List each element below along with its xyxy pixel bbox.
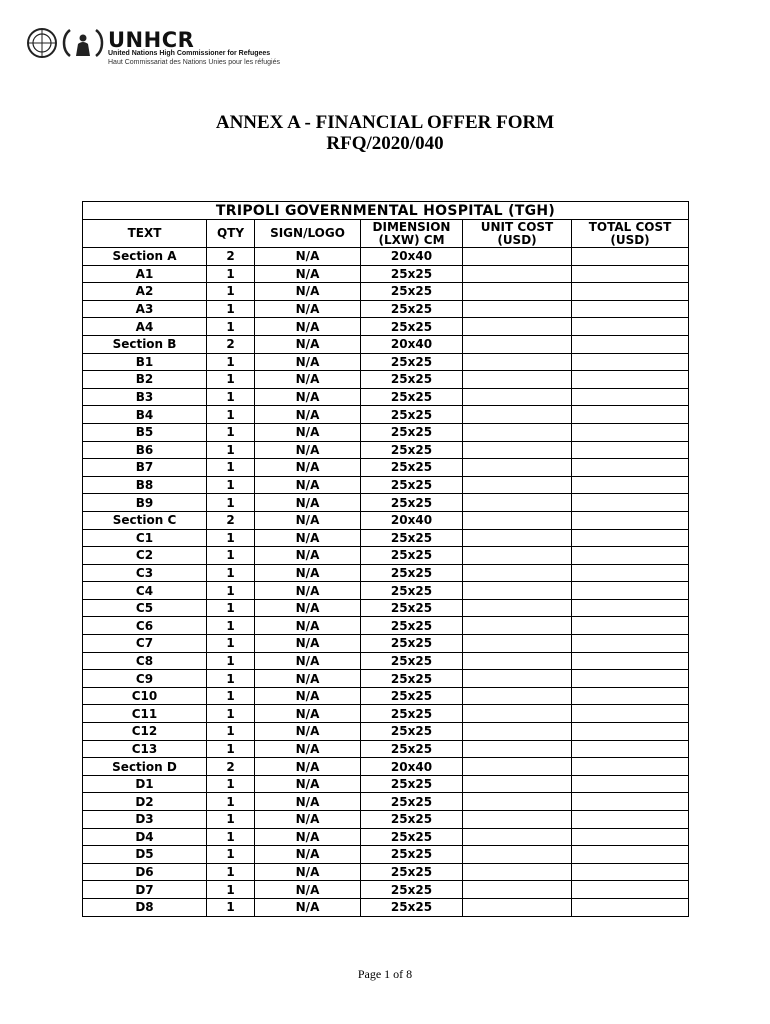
cell-text: B1 — [83, 353, 207, 371]
cell-total-cost — [572, 881, 689, 899]
table-row — [83, 371, 689, 389]
cell-total-cost — [572, 863, 689, 881]
cell-text: D4 — [83, 828, 207, 846]
cell-dimension: 25x25 — [361, 265, 463, 283]
table-row — [83, 511, 689, 529]
cell-sign-logo: N/A — [255, 811, 361, 829]
cell-sign-logo: N/A — [255, 599, 361, 617]
cell-unit-cost — [463, 353, 572, 371]
cell-unit-cost — [463, 863, 572, 881]
cell-unit-cost — [463, 529, 572, 547]
cell-qty: 1 — [207, 599, 255, 617]
cell-total-cost — [572, 775, 689, 793]
cell-text: B3 — [83, 388, 207, 406]
document-title: ANNEX A - FINANCIAL OFFER FORM — [215, 112, 555, 133]
table-row — [83, 476, 689, 494]
cell-sign-logo: N/A — [255, 863, 361, 881]
cell-total-cost — [572, 793, 689, 811]
table-row — [83, 758, 689, 776]
cell-dimension: 20x40 — [361, 248, 463, 266]
cell-text: C5 — [83, 599, 207, 617]
cell-text: A3 — [83, 300, 207, 318]
cell-total-cost — [572, 318, 689, 336]
cell-dimension: 25x25 — [361, 687, 463, 705]
cell-sign-logo: N/A — [255, 723, 361, 741]
cell-dimension: 25x25 — [361, 476, 463, 494]
cell-unit-cost — [463, 564, 572, 582]
cell-text: B4 — [83, 406, 207, 424]
table-row — [83, 353, 689, 371]
cell-total-cost — [572, 459, 689, 477]
cell-sign-logo: N/A — [255, 687, 361, 705]
cell-unit-cost — [463, 265, 572, 283]
cell-text: C6 — [83, 617, 207, 635]
table-row — [83, 740, 689, 758]
cell-sign-logo: N/A — [255, 529, 361, 547]
table-row — [83, 687, 689, 705]
cell-dimension: 25x25 — [361, 881, 463, 899]
cell-text: A1 — [83, 265, 207, 283]
cell-dimension: 25x25 — [361, 582, 463, 600]
table-row — [83, 635, 689, 653]
cell-total-cost — [572, 687, 689, 705]
cell-text: D1 — [83, 775, 207, 793]
org-name-english: United Nations High Commissioner for Refugees — [108, 50, 271, 57]
cell-total-cost — [572, 335, 689, 353]
cell-qty: 1 — [207, 423, 255, 441]
table-caption: TRIPOLI GOVERNMENTAL HOSPITAL (TGH) — [83, 202, 689, 220]
column-header-dimension: DIMENSION (LXW) CM — [361, 220, 463, 248]
cell-qty: 1 — [207, 476, 255, 494]
cell-dimension: 25x25 — [361, 406, 463, 424]
cell-sign-logo: N/A — [255, 775, 361, 793]
cell-sign-logo: N/A — [255, 564, 361, 582]
table-row — [83, 898, 689, 916]
table-row — [83, 793, 689, 811]
cell-sign-logo: N/A — [255, 898, 361, 916]
cell-qty: 2 — [207, 758, 255, 776]
cell-sign-logo: N/A — [255, 476, 361, 494]
cell-sign-logo: N/A — [255, 582, 361, 600]
cell-qty: 1 — [207, 635, 255, 653]
cell-qty: 1 — [207, 846, 255, 864]
cell-dimension: 25x25 — [361, 652, 463, 670]
table-row — [83, 318, 689, 336]
cell-dimension: 25x25 — [361, 353, 463, 371]
table-row — [83, 406, 689, 424]
cell-qty: 1 — [207, 723, 255, 741]
cell-dimension: 25x25 — [361, 529, 463, 547]
table-row — [83, 248, 689, 266]
cell-dimension: 25x25 — [361, 740, 463, 758]
cell-text: B5 — [83, 423, 207, 441]
cell-text: D6 — [83, 863, 207, 881]
table-row — [83, 423, 689, 441]
cell-sign-logo: N/A — [255, 705, 361, 723]
cell-dimension: 25x25 — [361, 723, 463, 741]
table-row — [83, 670, 689, 688]
cell-sign-logo: N/A — [255, 494, 361, 512]
cell-dimension: 25x25 — [361, 441, 463, 459]
cell-sign-logo: N/A — [255, 248, 361, 266]
cell-unit-cost — [463, 582, 572, 600]
cell-total-cost — [572, 582, 689, 600]
cell-dimension: 25x25 — [361, 599, 463, 617]
cell-sign-logo: N/A — [255, 652, 361, 670]
cell-dimension: 25x25 — [361, 670, 463, 688]
cell-dimension: 25x25 — [361, 846, 463, 864]
cell-text: D3 — [83, 811, 207, 829]
cell-qty: 1 — [207, 300, 255, 318]
cell-sign-logo: N/A — [255, 300, 361, 318]
cell-text: D7 — [83, 881, 207, 899]
cell-total-cost — [572, 599, 689, 617]
cell-qty: 1 — [207, 617, 255, 635]
cell-text: Section B — [83, 335, 207, 353]
cell-dimension: 25x25 — [361, 564, 463, 582]
cell-text: C12 — [83, 723, 207, 741]
cell-total-cost — [572, 547, 689, 565]
cell-sign-logo: N/A — [255, 740, 361, 758]
cell-text: C8 — [83, 652, 207, 670]
table-row — [83, 300, 689, 318]
cell-unit-cost — [463, 283, 572, 301]
cell-sign-logo: N/A — [255, 635, 361, 653]
cell-dimension: 25x25 — [361, 705, 463, 723]
table-row — [83, 617, 689, 635]
column-header-qty: QTY — [207, 220, 255, 248]
table-header-row — [83, 220, 689, 248]
cell-text: D2 — [83, 793, 207, 811]
cell-text: D5 — [83, 846, 207, 864]
cell-total-cost — [572, 248, 689, 266]
cell-qty: 1 — [207, 582, 255, 600]
cell-total-cost — [572, 652, 689, 670]
cell-qty: 2 — [207, 248, 255, 266]
cell-sign-logo: N/A — [255, 511, 361, 529]
cell-unit-cost — [463, 740, 572, 758]
cell-unit-cost — [463, 511, 572, 529]
cell-text: C13 — [83, 740, 207, 758]
cell-total-cost — [572, 670, 689, 688]
cell-qty: 2 — [207, 335, 255, 353]
cell-total-cost — [572, 635, 689, 653]
cell-total-cost — [572, 529, 689, 547]
cell-qty: 1 — [207, 371, 255, 389]
cell-text: B8 — [83, 476, 207, 494]
cell-dimension: 25x25 — [361, 423, 463, 441]
column-header-unit-cost: UNIT COST (USD) — [463, 220, 572, 248]
cell-unit-cost — [463, 459, 572, 477]
cell-sign-logo: N/A — [255, 670, 361, 688]
cell-sign-logo: N/A — [255, 881, 361, 899]
table-row — [83, 564, 689, 582]
table-row — [83, 828, 689, 846]
cell-total-cost — [572, 441, 689, 459]
column-header-total-cost: TOTAL COST (USD) — [572, 220, 689, 248]
table-row — [83, 335, 689, 353]
cell-total-cost — [572, 705, 689, 723]
cell-qty: 1 — [207, 388, 255, 406]
table-row — [83, 811, 689, 829]
cell-dimension: 25x25 — [361, 318, 463, 336]
cell-qty: 1 — [207, 459, 255, 477]
cell-sign-logo: N/A — [255, 793, 361, 811]
cell-unit-cost — [463, 687, 572, 705]
cell-unit-cost — [463, 881, 572, 899]
cell-total-cost — [572, 564, 689, 582]
cell-sign-logo: N/A — [255, 406, 361, 424]
cell-text: A4 — [83, 318, 207, 336]
cell-sign-logo: N/A — [255, 388, 361, 406]
cell-total-cost — [572, 723, 689, 741]
cell-total-cost — [572, 283, 689, 301]
cell-dimension: 25x25 — [361, 811, 463, 829]
cell-total-cost — [572, 423, 689, 441]
cell-unit-cost — [463, 388, 572, 406]
table-row — [83, 881, 689, 899]
cell-sign-logo: N/A — [255, 371, 361, 389]
table-row — [83, 705, 689, 723]
cell-unit-cost — [463, 758, 572, 776]
cell-unit-cost — [463, 599, 572, 617]
cell-unit-cost — [463, 846, 572, 864]
cell-qty: 1 — [207, 775, 255, 793]
cell-qty: 1 — [207, 687, 255, 705]
cell-text: C3 — [83, 564, 207, 582]
cell-text: B9 — [83, 494, 207, 512]
table-row — [83, 441, 689, 459]
cell-sign-logo: N/A — [255, 335, 361, 353]
cell-dimension: 25x25 — [361, 898, 463, 916]
cell-total-cost — [572, 828, 689, 846]
cell-unit-cost — [463, 406, 572, 424]
cell-qty: 1 — [207, 705, 255, 723]
cell-unit-cost — [463, 811, 572, 829]
cell-sign-logo: N/A — [255, 283, 361, 301]
cell-text: C9 — [83, 670, 207, 688]
table-row — [83, 265, 689, 283]
cell-total-cost — [572, 494, 689, 512]
cell-unit-cost — [463, 898, 572, 916]
cell-dimension: 25x25 — [361, 388, 463, 406]
table-row — [83, 529, 689, 547]
cell-qty: 1 — [207, 441, 255, 459]
cell-sign-logo: N/A — [255, 423, 361, 441]
cell-total-cost — [572, 511, 689, 529]
cell-total-cost — [572, 476, 689, 494]
cell-unit-cost — [463, 476, 572, 494]
cell-unit-cost — [463, 441, 572, 459]
cell-unit-cost — [463, 828, 572, 846]
cell-qty: 1 — [207, 881, 255, 899]
cell-total-cost — [572, 740, 689, 758]
cell-text: C2 — [83, 547, 207, 565]
financial-offer-table — [82, 201, 689, 917]
org-name: UNHCR — [108, 28, 195, 52]
cell-sign-logo: N/A — [255, 318, 361, 336]
cell-total-cost — [572, 300, 689, 318]
table-row — [83, 599, 689, 617]
cell-text: Section D — [83, 758, 207, 776]
cell-dimension: 25x25 — [361, 828, 463, 846]
cell-unit-cost — [463, 793, 572, 811]
cell-qty: 1 — [207, 406, 255, 424]
cell-dimension: 25x25 — [361, 300, 463, 318]
document-heading — [0, 112, 770, 154]
cell-unit-cost — [463, 652, 572, 670]
cell-total-cost — [572, 265, 689, 283]
cell-sign-logo: N/A — [255, 353, 361, 371]
cell-unit-cost — [463, 494, 572, 512]
cell-unit-cost — [463, 775, 572, 793]
cell-qty: 1 — [207, 863, 255, 881]
cell-unit-cost — [463, 723, 572, 741]
cell-text: A2 — [83, 283, 207, 301]
cell-qty: 2 — [207, 511, 255, 529]
cell-text: Section C — [83, 511, 207, 529]
cell-qty: 1 — [207, 265, 255, 283]
unhcr-logo — [26, 26, 306, 68]
cell-sign-logo: N/A — [255, 617, 361, 635]
table-row — [83, 582, 689, 600]
cell-sign-logo: N/A — [255, 828, 361, 846]
cell-qty: 1 — [207, 564, 255, 582]
column-header-text: TEXT — [83, 220, 207, 248]
cell-sign-logo: N/A — [255, 846, 361, 864]
cell-qty: 1 — [207, 283, 255, 301]
cell-unit-cost — [463, 423, 572, 441]
cell-qty: 1 — [207, 828, 255, 846]
cell-total-cost — [572, 758, 689, 776]
cell-text: B2 — [83, 371, 207, 389]
cell-qty: 1 — [207, 793, 255, 811]
org-name-french: Haut Commissariat des Nations Unies pour les réfugiés — [108, 59, 280, 66]
table-row — [83, 494, 689, 512]
table-row — [83, 652, 689, 670]
cell-unit-cost — [463, 318, 572, 336]
cell-unit-cost — [463, 547, 572, 565]
cell-unit-cost — [463, 635, 572, 653]
cell-dimension: 25x25 — [361, 283, 463, 301]
cell-dimension: 20x40 — [361, 335, 463, 353]
cell-unit-cost — [463, 670, 572, 688]
cell-qty: 1 — [207, 740, 255, 758]
cell-unit-cost — [463, 335, 572, 353]
cell-text: B7 — [83, 459, 207, 477]
document-subtitle: RFQ/2020/040 — [326, 133, 444, 154]
cell-text: C11 — [83, 705, 207, 723]
cell-sign-logo: N/A — [255, 441, 361, 459]
cell-qty: 1 — [207, 670, 255, 688]
cell-qty: 1 — [207, 652, 255, 670]
cell-sign-logo: N/A — [255, 547, 361, 565]
cell-unit-cost — [463, 617, 572, 635]
cell-text: C10 — [83, 687, 207, 705]
cell-dimension: 25x25 — [361, 459, 463, 477]
cell-dimension: 25x25 — [361, 547, 463, 565]
un-emblem-icon — [26, 26, 104, 60]
cell-text: C4 — [83, 582, 207, 600]
cell-qty: 1 — [207, 353, 255, 371]
cell-text: C7 — [83, 635, 207, 653]
table-row — [83, 388, 689, 406]
column-header-sign-logo: SIGN/LOGO — [255, 220, 361, 248]
table-row — [83, 459, 689, 477]
table-row — [83, 283, 689, 301]
cell-dimension: 25x25 — [361, 371, 463, 389]
cell-dimension: 25x25 — [361, 793, 463, 811]
cell-unit-cost — [463, 705, 572, 723]
cell-dimension: 25x25 — [361, 635, 463, 653]
table-body — [83, 248, 689, 917]
cell-total-cost — [572, 406, 689, 424]
cell-qty: 1 — [207, 318, 255, 336]
page-number: Page 1 of 8 — [357, 967, 413, 981]
cell-sign-logo: N/A — [255, 459, 361, 477]
cell-total-cost — [572, 353, 689, 371]
cell-total-cost — [572, 898, 689, 916]
cell-sign-logo: N/A — [255, 265, 361, 283]
cell-dimension: 20x40 — [361, 758, 463, 776]
cell-unit-cost — [463, 300, 572, 318]
cell-qty: 1 — [207, 529, 255, 547]
cell-total-cost — [572, 617, 689, 635]
table-row — [83, 547, 689, 565]
cell-dimension: 25x25 — [361, 775, 463, 793]
cell-dimension: 20x40 — [361, 511, 463, 529]
cell-text: B6 — [83, 441, 207, 459]
cell-dimension: 25x25 — [361, 863, 463, 881]
table-row — [83, 846, 689, 864]
cell-unit-cost — [463, 371, 572, 389]
cell-total-cost — [572, 846, 689, 864]
table-row — [83, 775, 689, 793]
table-row — [83, 723, 689, 741]
cell-qty: 1 — [207, 898, 255, 916]
cell-dimension: 25x25 — [361, 494, 463, 512]
cell-unit-cost — [463, 248, 572, 266]
cell-total-cost — [572, 371, 689, 389]
cell-total-cost — [572, 388, 689, 406]
cell-qty: 1 — [207, 494, 255, 512]
cell-dimension: 25x25 — [361, 617, 463, 635]
cell-sign-logo: N/A — [255, 758, 361, 776]
table-row — [83, 863, 689, 881]
cell-qty: 1 — [207, 811, 255, 829]
cell-text: D8 — [83, 898, 207, 916]
cell-text: C1 — [83, 529, 207, 547]
cell-total-cost — [572, 811, 689, 829]
cell-qty: 1 — [207, 547, 255, 565]
cell-text: Section A — [83, 248, 207, 266]
